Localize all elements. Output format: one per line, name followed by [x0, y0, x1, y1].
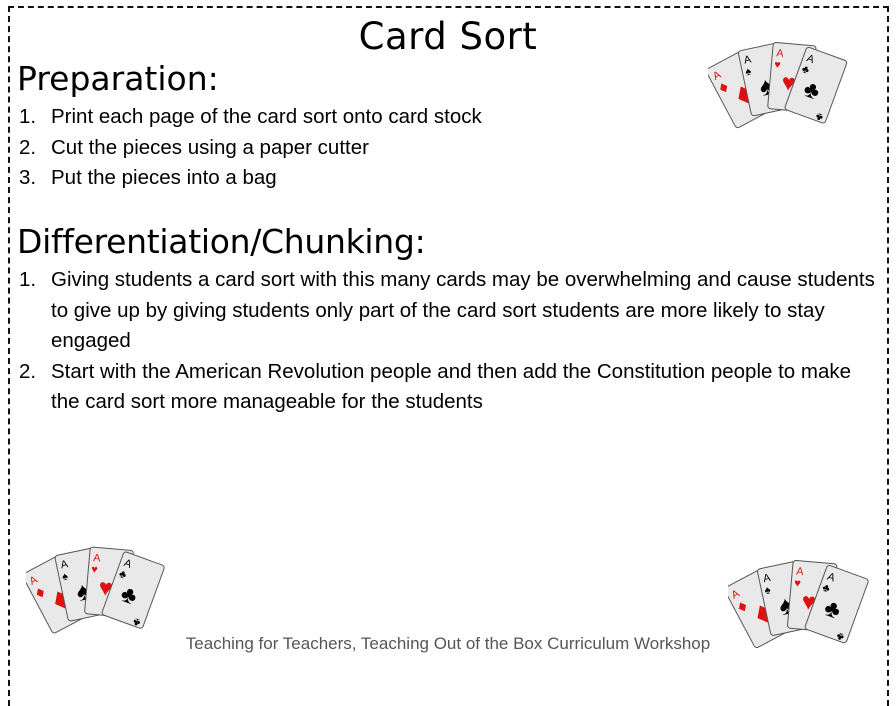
list-text: Start with the American Revolution people and then add the Constitution people to make the card sort more manageable for the students	[51, 359, 852, 413]
list-number: 3.	[19, 166, 37, 189]
differentiation-list	[19, 265, 879, 418]
list-text: Giving students a card sort with this many cards may be overwhelming and cause students to give up by giving students only part of the card sort students are more likely to stay engaged	[51, 268, 875, 352]
list-text: Put the pieces into a bag	[51, 166, 277, 189]
list-item	[19, 163, 482, 194]
list-item	[19, 133, 482, 164]
preparation-list	[19, 102, 482, 194]
differentiation-heading: Differentiation/Chunking:	[17, 222, 426, 261]
page-title: Card Sort	[358, 15, 538, 58]
list-text: Print each page of the card sort onto card stock	[51, 105, 482, 128]
preparation-heading: Preparation:	[17, 59, 219, 98]
list-item	[19, 357, 879, 418]
playing-cards-icon	[708, 42, 850, 132]
list-number: 2.	[19, 359, 37, 383]
list-number: 2.	[19, 135, 37, 159]
list-item	[19, 102, 482, 133]
list-number: 1.	[19, 268, 37, 291]
list-number: 1.	[19, 105, 37, 128]
playing-cards-icon	[26, 546, 166, 638]
footer-text: Teaching for Teachers, Teaching Out of the Box Curriculum Workshop	[185, 634, 711, 653]
list-text: Cut the pieces using a paper cutter	[51, 135, 369, 159]
list-item	[19, 265, 879, 357]
